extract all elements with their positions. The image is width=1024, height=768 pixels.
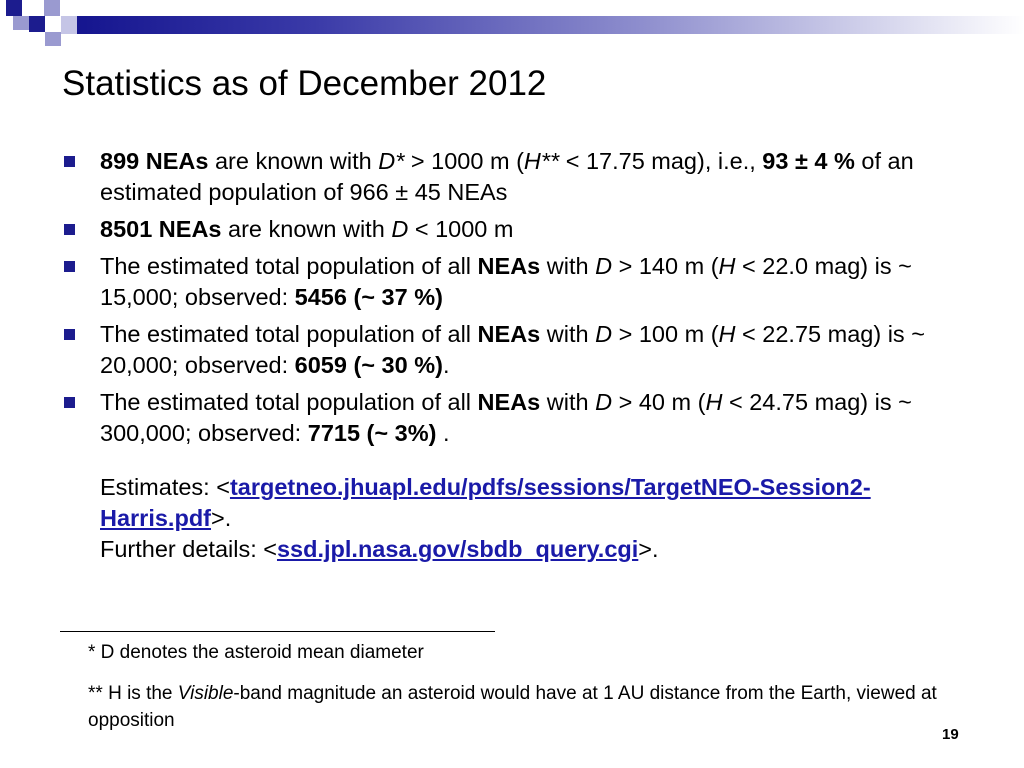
observed-bold: 7715 (~ 3%) bbox=[307, 420, 437, 446]
text: > 140 m ( bbox=[612, 253, 719, 279]
estimates-label: Estimates: < bbox=[100, 474, 230, 500]
observed-bold: 6059 (~ 30 %) bbox=[294, 352, 443, 378]
text: with bbox=[540, 321, 596, 347]
text: > 1000 m ( bbox=[404, 148, 524, 174]
estimates-line bbox=[100, 472, 962, 534]
text: >. bbox=[638, 536, 659, 562]
text: < 24.75 mag) is ~ 300,000; observed: bbox=[100, 389, 912, 446]
text: ** H is the bbox=[88, 683, 178, 704]
text: < 22.75 mag) is ~ 20,000; observed: bbox=[100, 321, 925, 378]
details-label: Further details: < bbox=[100, 536, 277, 562]
text: >. bbox=[211, 505, 232, 531]
bullet-item bbox=[62, 214, 962, 245]
bullet-list bbox=[62, 146, 962, 449]
footnote-1: * D denotes the asteroid mean diameter bbox=[88, 642, 424, 663]
page-number: 19 bbox=[942, 726, 959, 743]
square-bullet-icon bbox=[64, 329, 75, 340]
neas-bold: NEAs bbox=[477, 389, 541, 415]
bullet-item bbox=[62, 146, 962, 208]
references bbox=[62, 472, 962, 565]
header-decoration bbox=[0, 0, 1024, 46]
details-line bbox=[100, 534, 962, 565]
deco-square bbox=[6, 0, 22, 16]
text: The estimated total population of all bbox=[100, 321, 478, 347]
h-symbol: H** bbox=[523, 148, 560, 174]
footnote-2 bbox=[88, 680, 968, 734]
d-symbol: D bbox=[595, 389, 613, 415]
text: > 100 m ( bbox=[612, 321, 719, 347]
text: . bbox=[442, 352, 450, 378]
count-bold: 8501 NEAs bbox=[100, 216, 222, 242]
h-symbol: H bbox=[718, 321, 736, 347]
observed-bold: 5456 (~ 37 %) bbox=[294, 284, 443, 310]
text: < 1000 m bbox=[408, 216, 514, 242]
deco-square bbox=[45, 32, 61, 46]
h-symbol: H bbox=[705, 389, 723, 415]
bullet-item bbox=[62, 387, 962, 449]
d-symbol: D bbox=[391, 216, 409, 242]
slide-title: Statistics as of December 2012 bbox=[62, 64, 547, 103]
footnote-divider bbox=[60, 631, 495, 632]
square-bullet-icon bbox=[64, 261, 75, 272]
square-bullet-icon bbox=[64, 156, 75, 167]
text: The estimated total population of all bbox=[100, 389, 478, 415]
text: are known with bbox=[208, 148, 379, 174]
h-symbol: H bbox=[718, 253, 736, 279]
text: are known with bbox=[221, 216, 392, 242]
text: . bbox=[436, 420, 450, 446]
text: with bbox=[540, 389, 596, 415]
percent-bold: 93 ± 4 % bbox=[762, 148, 855, 174]
text: < 17.75 mag), i.e., bbox=[559, 148, 763, 174]
deco-square bbox=[60, 0, 77, 16]
deco-square bbox=[61, 16, 77, 34]
deco-square bbox=[44, 0, 60, 16]
text: -band magnitude an asteroid would have at 1 AU distance from the Earth, viewed at opposition bbox=[88, 683, 937, 731]
slide-content bbox=[62, 146, 962, 565]
bullet-item bbox=[62, 251, 962, 313]
square-bullet-icon bbox=[64, 224, 75, 235]
neas-bold: NEAs bbox=[477, 321, 541, 347]
bullet-item bbox=[62, 319, 962, 381]
estimates-link[interactable]: targetneo.jhuapl.edu/pdfs/sessions/TargetNEO-Session2-Harris.pdf bbox=[100, 474, 871, 531]
d-symbol: D bbox=[595, 321, 613, 347]
details-link[interactable]: ssd.jpl.nasa.gov/sbdb_query.cgi bbox=[276, 536, 639, 562]
deco-square bbox=[13, 16, 29, 30]
header-gradient-bar bbox=[77, 16, 1024, 34]
d-symbol: D* bbox=[378, 148, 405, 174]
deco-square bbox=[29, 16, 45, 32]
visible-italic: Visible bbox=[177, 683, 234, 704]
text: < 22.0 mag) is ~ 15,000; observed: bbox=[100, 253, 912, 310]
count-bold: 899 NEAs bbox=[100, 148, 209, 174]
square-bullet-icon bbox=[64, 397, 75, 408]
text: > 40 m ( bbox=[612, 389, 706, 415]
neas-bold: NEAs bbox=[477, 253, 541, 279]
d-symbol: D bbox=[595, 253, 613, 279]
text: of an estimated population of 966 ± 45 NEAs bbox=[100, 148, 914, 205]
text: with bbox=[540, 253, 596, 279]
text: The estimated total population of all bbox=[100, 253, 478, 279]
